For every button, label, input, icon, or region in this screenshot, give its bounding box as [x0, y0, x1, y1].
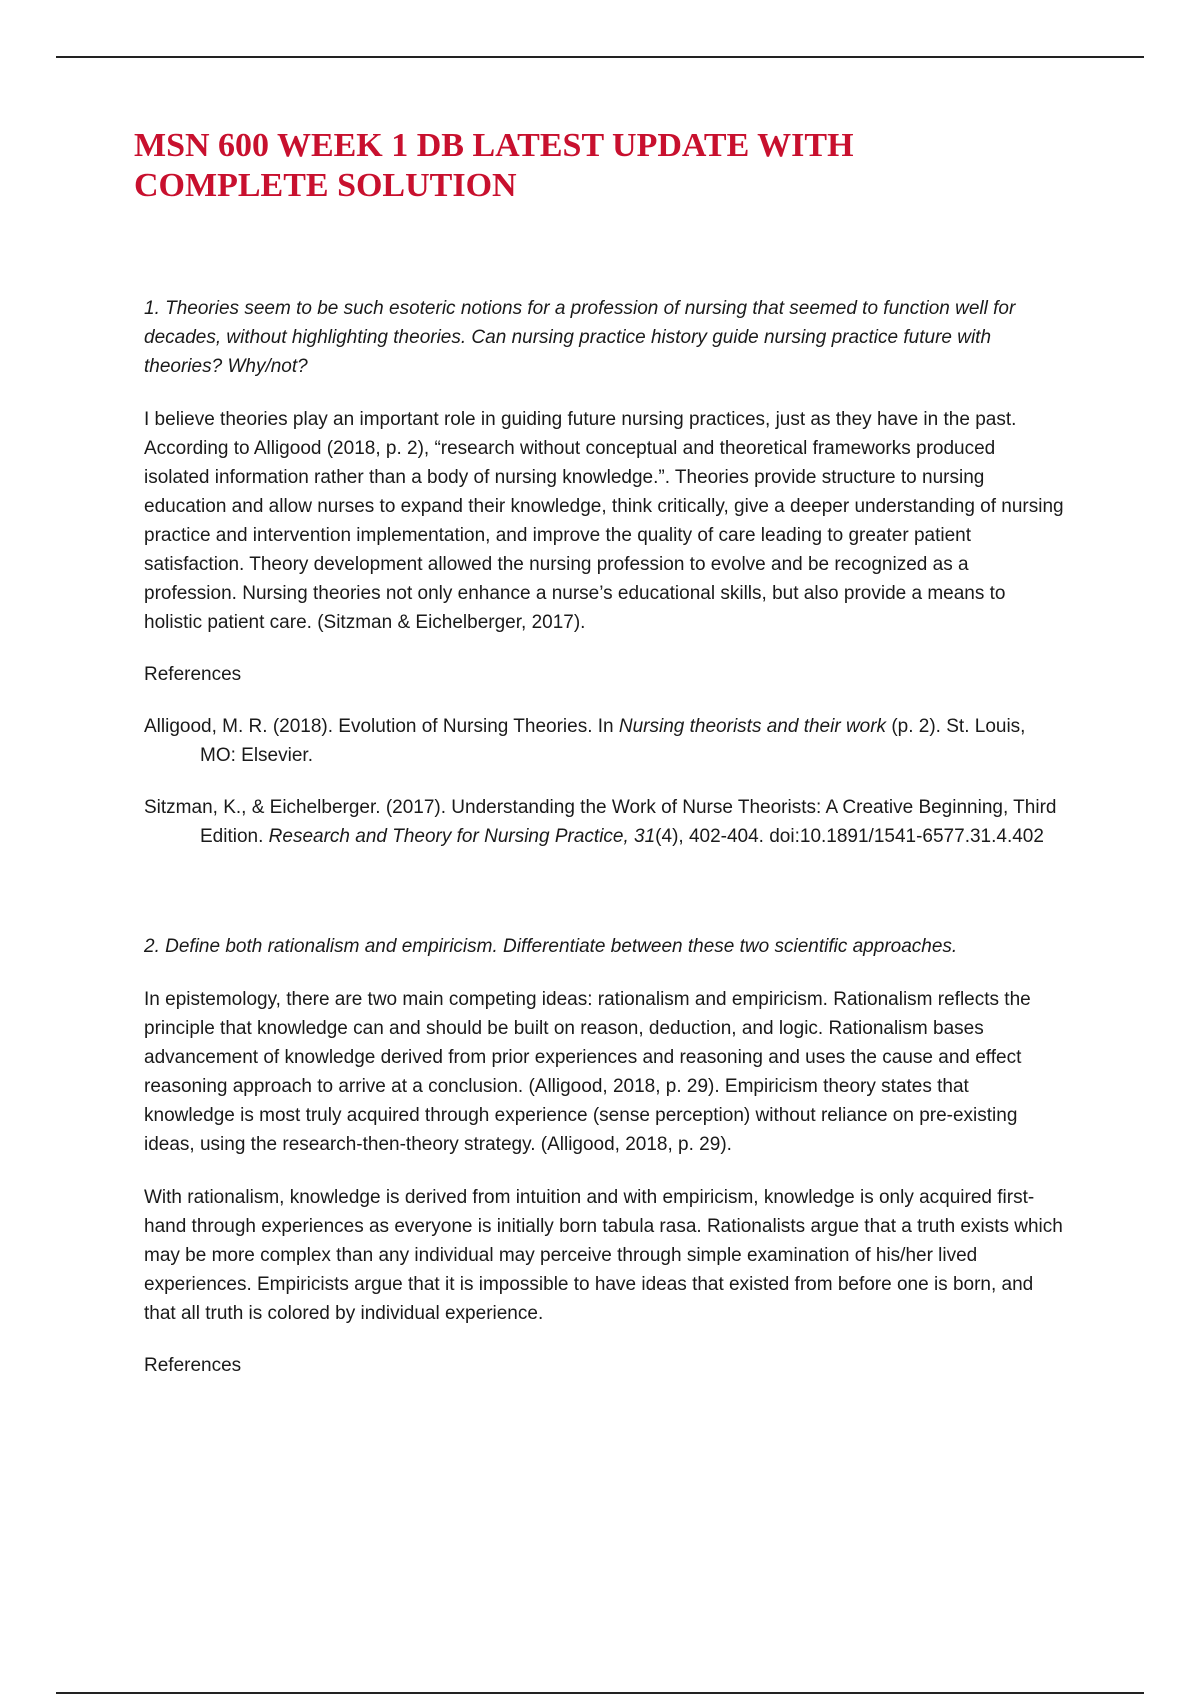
reference-alligood-text: Alligood, M. R. (2018). Evolution of Nursing Theories. In	[144, 716, 619, 737]
references-heading-1: References	[144, 664, 242, 685]
reference-alligood-title: Nursing theorists and their work	[618, 716, 887, 737]
references-heading-2: References	[144, 1355, 242, 1376]
bottom-rule	[56, 1692, 1144, 1694]
reference-sitzman-doi: (4), 402-404. doi:10.1891/1541-6577.31.4.402	[655, 826, 1044, 847]
question-2: 2. Define both rationalism and empiricism. Differentiate between these two scientific approaches.	[144, 936, 958, 957]
reference-sitzman-text: Sitzman, K., & Eichelberger. (2017). Understanding the Work of Nurse Theorists: A Creative Beginning, Third Edition.	[144, 797, 1057, 847]
document-page	[134, 126, 1064, 1380]
reference-alligood-publisher: (p. 2). St. Louis, MO: Elsevier.	[200, 716, 1026, 766]
question-1: 1. Theories seem to be such esoteric notions for a profession of nursing that seemed to function well for decades, without highlighting theories. Can nursing practice history guide nursing practice future with theories? Why/not?	[144, 298, 1016, 377]
top-rule	[56, 56, 1144, 58]
answer-2-paragraph-1: In epistemology, there are two main competing ideas: rationalism and empiricism. Rationalism reflects the principle that knowledge can and should be built on reason, deduction, and logic. Rationalism bases advancement of knowledge derived from prior experiences and reasoning and uses the cause and effect reasoning approach to arrive at a conclusion. (Alligood, 2018, p. 29). Empiricism theory states that knowledge is most truly acquired through experience (sense perception) without reliance on pre-existing ideas, using the research-then-theory strategy. (Alligood, 2018, p. 29).	[144, 989, 1031, 1155]
answer-1: I believe theories play an important role in guiding future nursing practices, just as they have in the past. According to Alligood (2018, p. 2), “research without conceptual and theoretical frameworks produced isolated information rather than a body of nursing knowledge.”. Theories provide structure to nursing education and allow nurses to expand their knowledge, think critically, give a deeper understanding of nursing practice and intervention implementation, and improve the quality of care leading to greater patient satisfaction. Theory development allowed the nursing profession to evolve and be recognized as a profession. Nursing theories not only enhance a nurse’s educational skills, but also provide a means to holistic patient care. (Sitzman & Eichelberger, 2017).	[144, 409, 1064, 633]
reference-sitzman-journal: Research and Theory for Nursing Practice, 31	[268, 826, 656, 847]
answer-2-paragraph-2: With rationalism, knowledge is derived from intuition and with empiricism, knowledge is only acquired first-hand through experiences as everyone is initially born tabula rasa. Rationalists argue that a truth exists which may be more complex than any individual may perceive through simple examination of his/her lived experiences. Empiricists argue that it is impossible to have ideas that existed from before one is born, and that all truth is colored by individual experience.	[144, 1187, 1063, 1324]
document-title: MSN 600 WEEK 1 DB LATEST UPDATE WITH COMPLETE SOLUTION	[134, 127, 854, 204]
reference-sitzman	[134, 793, 1064, 851]
reference-alligood	[134, 712, 1064, 770]
